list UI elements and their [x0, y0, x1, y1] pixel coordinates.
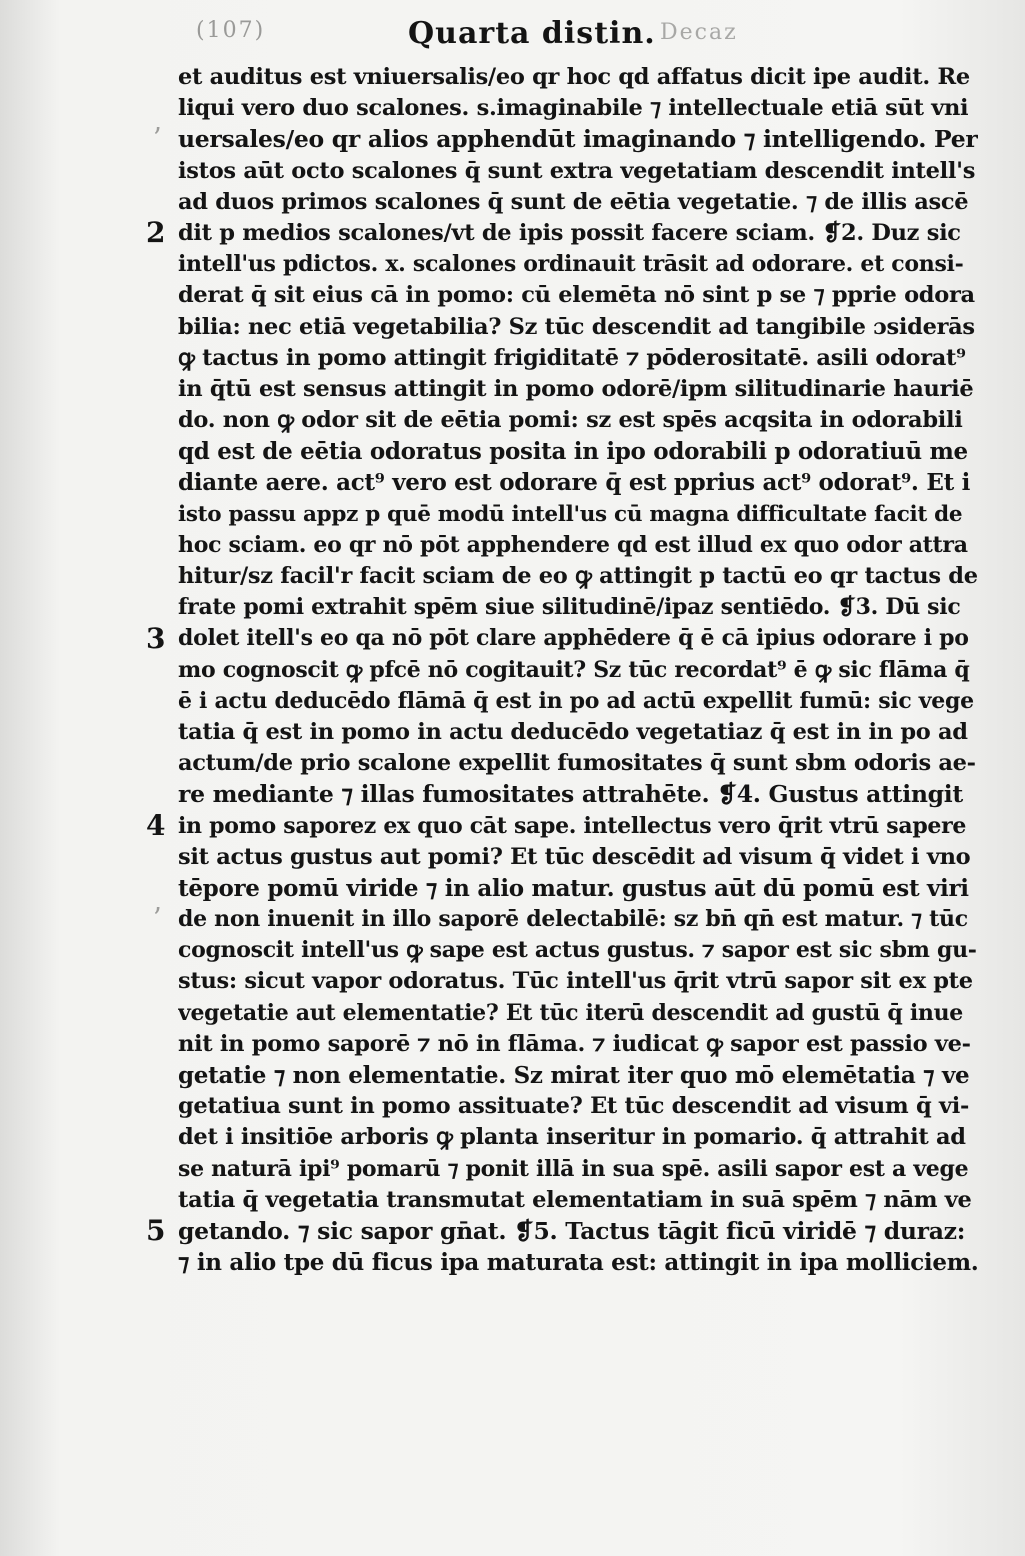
text-line: in pomo saporez ex quo cāt sape. intellectus vero q̄rit vtrū sapere [178, 812, 967, 839]
folio-mark-left: (107) [196, 18, 266, 43]
text-line: in q̄tū est sensus attingit in pomo odorē/ipm silitudinarie hauriē [178, 375, 974, 402]
margin-number: ʼ [152, 122, 161, 156]
text-line: istos aūt octo scalones q̄ sunt extra vegetatiam descendit intell's [178, 157, 976, 184]
text-line: stus: sicut vapor odoratus. Tūc intell'us q̄rit vtrū sapor sit ex pte [178, 968, 973, 995]
margin-number: 4 [146, 808, 166, 842]
text-line: et auditus est vniuersalis/eo qr hoc qd affatus dicit ipe audit. Re [178, 64, 970, 90]
text-line: frate pomi extrahit spēm siue silitudinē/ipaz sentiēdo. ❡3. Dū sic [178, 594, 961, 621]
text-line: cognoscit intell'us ꝙ sape est actus gustus. ⁊ sapor est sic sbm gu- [178, 937, 977, 964]
text-line: sit actus gustus aut pomi? Et tūc descēdit ad visum q̄ videt i vno [178, 843, 971, 870]
text-line: derat q̄ sit eius cā in pomo: cū elemēta nō sint p se ⁊ pprie odora [178, 282, 975, 309]
text-line: actum/de prio scalone expellit fumositates q̄ sunt sbm odoris ae- [178, 750, 976, 777]
text-line: re mediante ⁊ illas fumositates attrahēte. ❡4. Gustus attingit [178, 780, 963, 809]
text-line: intell'us pdictos. x. scalones ordinauit trāsit ad odorare. et consi- [178, 251, 964, 278]
text-line: det i insitiōe arboris ꝙ planta inseritur in pomario. q̄ attrahit ad [178, 1124, 966, 1151]
margin-number: 5 [146, 1214, 166, 1248]
text-line: vegetatie aut elementatie? Et tūc iterū descendit ad gustū q̄ inue [178, 999, 963, 1026]
text-line: isto passu appz p quē modū intell'us cū magna difficultate facit de [178, 501, 963, 527]
text-line: diante aere. act⁹ vero est odorare q̄ est pprius act⁹ odorat⁹. Et i [178, 469, 971, 497]
text-line: ꝙ tactus in pomo attingit frigiditatē ⁊ pōderositatē. asili odorat⁹ [178, 344, 966, 371]
text-line: uersales/eo qr alios apphendūt imaginando ⁊ intelligendo. Per [178, 125, 978, 154]
text-line: liqui vero duo scalones. s.imaginabile ⁊ intellectuale etiā sūt vni [178, 95, 969, 122]
text-line: do. non ꝙ odor sit de eētia pomi: sz est spēs acqsita in odorabili [178, 407, 963, 434]
text-line: tēpore pomū viride ⁊ in alio matur. gustus aūt dū pomū est viri [178, 874, 969, 902]
margin-number: 2 [146, 216, 166, 249]
running-header [0, 10, 1025, 50]
text-line: getatiua sunt in pomo assituate? Et tūc descendit ad visum q̄ vi- [178, 1093, 969, 1120]
text-line: dit p medios scalones/vt de ipis possit facere sciam. ❡2. Duz sic [178, 219, 961, 246]
margin-number: ʼ [152, 902, 161, 936]
text-line: getando. ⁊ sic sapor gn̄at. ❡5. Tactus tāgit ficū viridē ⁊ duraz: [178, 1216, 966, 1245]
margin-number: 3 [146, 621, 166, 655]
running-title: Quarta distin. [408, 16, 656, 51]
text-line: getatie ⁊ non elementatie. Sz mirat iter quo mō elemētatia ⁊ ve [178, 1062, 970, 1089]
text-line: bilia: nec etiā vegetabilia? Sz tūc descendit ad tangibile ɔsiderās [178, 313, 975, 340]
text-line: de non inuenit in illo saporē delectabilē: sz bn̄ qn̄ est matur. ⁊ tūc [178, 906, 968, 933]
text-line: se naturā ipi⁹ pomarū ⁊ ponit illā in sua spē. asili sapor est a vege [178, 1155, 969, 1182]
text-line: dolet itell's eo qa nō pōt clare apphēdere q̄ ē cā ipius odorare i po [178, 625, 969, 652]
bleed-through-mark: Decaz [660, 20, 738, 45]
text-line: mo cognoscit ꝙ pfcē nō cogitauit? Sz tūc recordat⁹ ē ꝙ sic flāma q̄ [178, 656, 970, 683]
text-line: tatia q̄ vegetatia transmutat elementatiam in suā spēm ⁊ nām ve [178, 1186, 972, 1213]
text-line: qd est de eētia odoratus posita in ipo odorabili p odoratiuū me [178, 438, 968, 466]
text-line: ad duos primos scalones q̄ sunt de eētia vegetatie. ⁊ de illis ascē [178, 188, 969, 215]
text-line: hitur/sz facil'r facit sciam de eo ꝙ attingit p tactū eo qr tactus de [178, 563, 978, 589]
text-line: ⁊ in alio tpe dū ficus ipa maturata est: attingit in ipa molliciem. [178, 1249, 978, 1277]
body-text [178, 62, 978, 1278]
text-line: ē i actu deducēdo flāmā q̄ est in po ad actū expellit fumū: sic vege [178, 687, 974, 714]
text-line: hoc sciam. eo qr nō pōt apphendere qd est illud ex quo odor attra [178, 531, 968, 558]
text-line: nit in pomo saporē ⁊ nō in flāma. ⁊ iudicat ꝙ sapor est passio ve- [178, 1030, 971, 1057]
text-line: tatia q̄ est in pomo in actu deducēdo vegetatiaz q̄ est in in po ad [178, 718, 968, 745]
